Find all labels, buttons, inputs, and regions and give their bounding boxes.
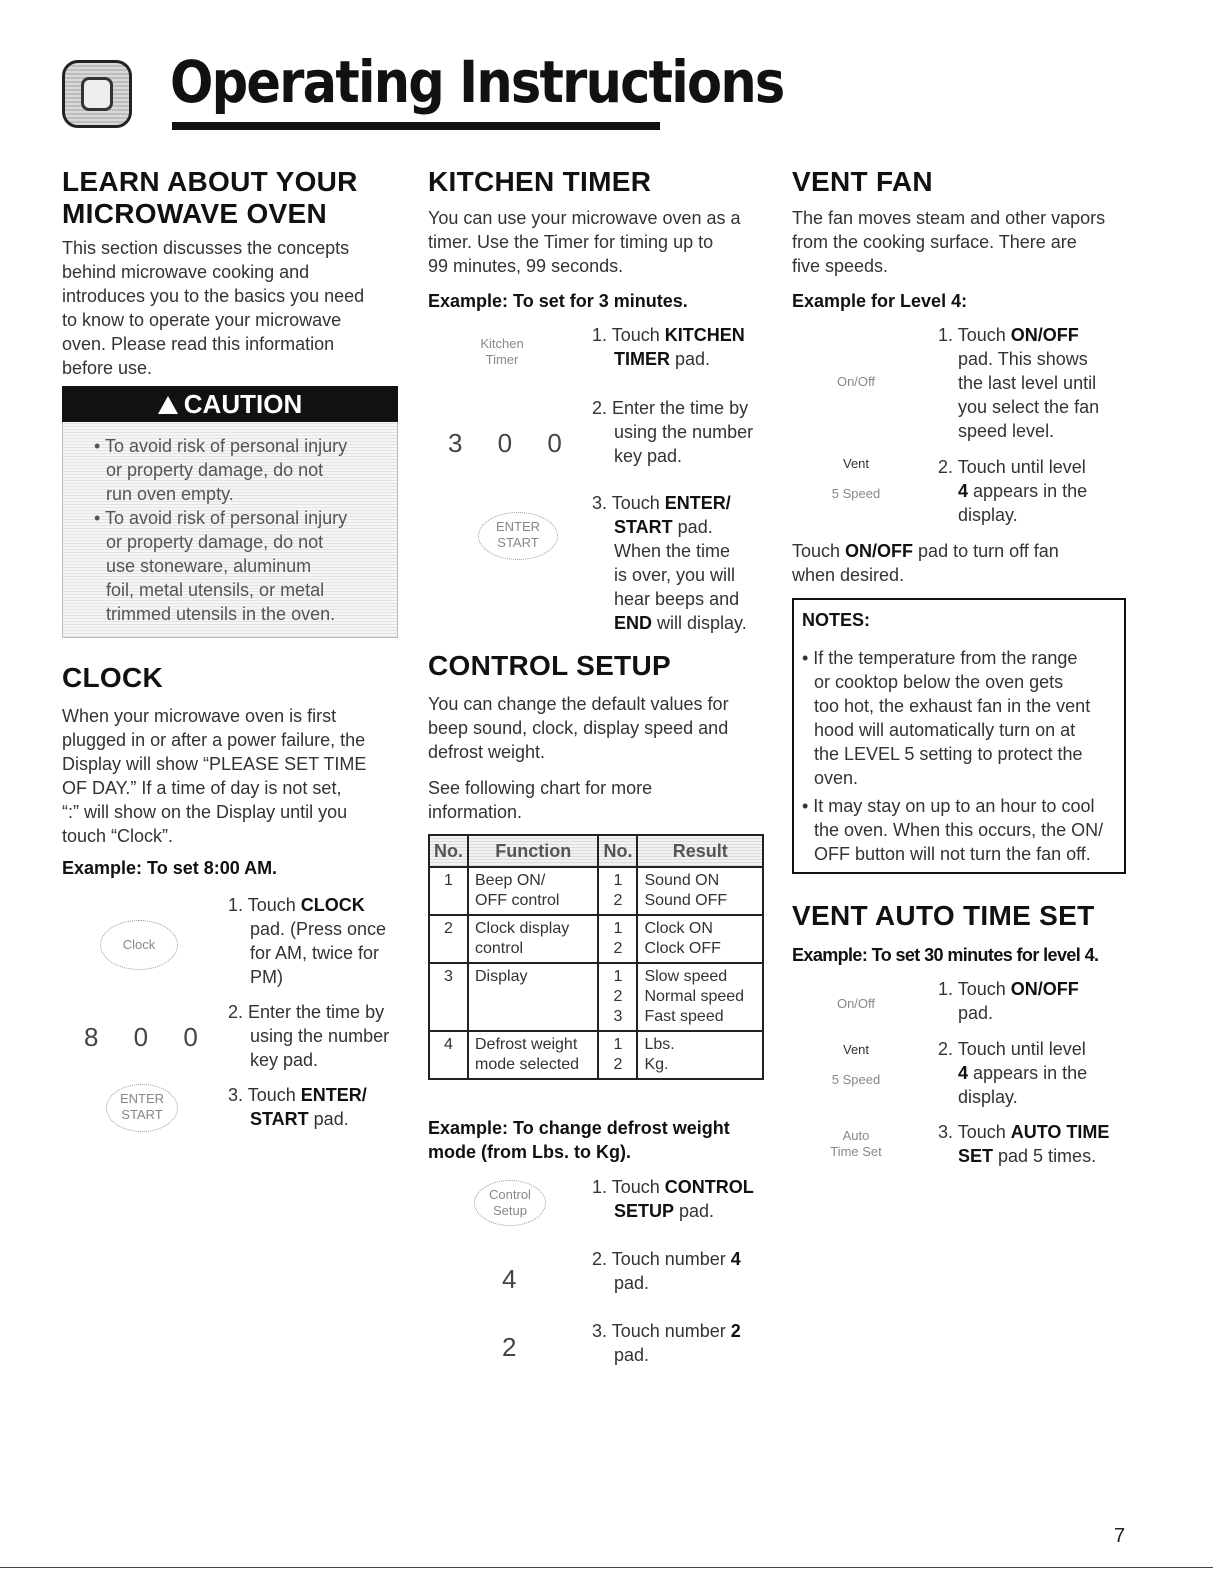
- on-off-pad-icon: On/Off: [836, 374, 876, 389]
- timer-digits: 3 0 0: [448, 428, 564, 458]
- control-heading: CONTROL SETUP: [428, 650, 671, 681]
- autoset-example: Example: To set 30 minutes for level 4.: [792, 945, 1099, 965]
- clock-pad-icon: Clock: [100, 920, 178, 970]
- enter-start-pad-icon: ENTER START: [106, 1084, 178, 1132]
- control-step-1: 1. Touch CONTROL SETUP pad.: [592, 1177, 754, 1221]
- control-digit-4: 4: [502, 1264, 519, 1294]
- title-rule: [172, 122, 660, 130]
- page-number: 7: [1114, 1525, 1126, 1547]
- timer-step-3: 3. Touch ENTER/ START pad. When the time is over, you will hear beeps and END will display.: [592, 493, 747, 633]
- kitchen-timer-pad-icon: Kitchen Timer: [480, 336, 524, 367]
- vent-example: Example for Level 4:: [792, 291, 968, 311]
- vent-off-text: Touch ON/OFF pad to turn off fan when desired.: [792, 541, 1059, 585]
- timer-enter-start-pad-icon: ENTER START: [478, 512, 558, 560]
- col-header: No.: [598, 835, 637, 867]
- caution-text: • To avoid risk of personal injury or property damage, do not run oven empty. • To avoid risk of personal injury or property damage, do not use stoneware, aluminum foil, metal utensils, or metal trimmed utensils in the oven.: [94, 436, 348, 624]
- timer-step-2: 2. Enter the time by using the number key pad.: [592, 398, 754, 466]
- clock-step-1: 1. Touch CLOCK pad. (Press once for AM, twice for PM): [228, 895, 387, 987]
- vent-text: The fan moves steam and other vapors from the cooking surface. There are five speeds.: [792, 208, 1106, 276]
- oven-icon: [62, 60, 132, 128]
- clock-digits: 8 0 0: [84, 1022, 200, 1052]
- col-header: Function: [468, 835, 598, 867]
- control-text: You can change the default values for beep sound, clock, display speed and defrost weight.: [428, 694, 729, 762]
- col-header: Result: [637, 835, 763, 867]
- table-row: 2 Clock display control 1 2 Clock ON Clock OFF: [429, 915, 763, 963]
- timer-step-1: 1. Touch KITCHEN TIMER pad.: [592, 325, 745, 369]
- clock-text: When your microwave oven is first plugged in or after a power failure, the Display will show “PLEASE SET TIME OF DAY.” If a time of day is not set, “:” will show on the Display until you touch “Clock”.: [62, 706, 367, 846]
- autoset-step-1: 1. Touch ON/OFF pad.: [938, 979, 1079, 1023]
- table-row: 1 Beep ON/ OFF control 1 2 Sound ON Sound OFF: [429, 867, 763, 915]
- timer-heading: KITCHEN TIMER: [428, 166, 652, 197]
- vent-step-2: 2. Touch until level 4 appears in the display.: [938, 457, 1088, 525]
- auto-time-set-pad-icon: Auto Time Set: [830, 1128, 882, 1159]
- clock-heading: CLOCK: [62, 662, 164, 693]
- table-row: 4 Defrost weight mode selected 1 2 Lbs. Kg.: [429, 1031, 763, 1079]
- caution-header: CAUTION: [62, 386, 398, 422]
- control-digit-2: 2: [502, 1332, 519, 1362]
- vent-speed-pad-icon: Vent 5 Speed: [831, 456, 881, 501]
- autoset-step-2: 2. Touch until level 4 appears in the display.: [938, 1039, 1088, 1107]
- warning-icon: [158, 396, 178, 414]
- control-step-2: 2. Touch number 4 pad.: [592, 1249, 741, 1293]
- control-text-2: See following chart for more information.: [428, 778, 653, 822]
- clock-step-2: 2. Enter the time by using the number key pad.: [228, 1002, 390, 1070]
- learn-text: This section discusses the concepts behind microwave cooking and introduces you to the basics you need to know to operate your microwave oven. Please read this information before use.: [62, 238, 365, 378]
- learn-heading: LEARN ABOUT YOUR MICROWAVE OVEN: [62, 166, 358, 229]
- table-row: 3 Display 1 2 3 Slow speed Normal speed Fast speed: [429, 963, 763, 1031]
- autoset-heading: VENT AUTO TIME SET: [792, 900, 1095, 931]
- control-example: Example: To change defrost weight mode (from Lbs. to Kg).: [428, 1118, 730, 1162]
- bottom-rule: [0, 1567, 1213, 1568]
- notes-text: • If the temperature from the range or cooktop below the oven gets too hot, the exhaust fan in the vent hood will automatically turn on at the LEVEL 5 setting to protect the oven. • It may stay on up to an hour to cool the oven. When this occurs, the ON/ OFF button will not turn the fan off.: [802, 648, 1104, 864]
- page-title: Operating Instructions: [170, 48, 784, 116]
- control-setup-pad-icon: Control Setup: [474, 1180, 546, 1226]
- autoset-on-off-pad-icon: On/Off: [836, 996, 876, 1011]
- autoset-vent-speed-pad-icon: Vent 5 Speed: [831, 1042, 881, 1087]
- vent-heading: VENT FAN: [792, 166, 933, 197]
- control-step-3: 3. Touch number 2 pad.: [592, 1321, 741, 1365]
- timer-example: Example: To set for 3 minutes.: [428, 291, 688, 311]
- table-header-row: [429, 835, 763, 867]
- vent-step-1: 1. Touch ON/OFF pad. This shows the last level until you select the fan speed level.: [938, 325, 1100, 441]
- timer-text: You can use your microwave oven as a timer. Use the Timer for timing up to 99 minutes, 99 seconds.: [428, 208, 741, 276]
- clock-step-3: 3. Touch ENTER/ START pad.: [228, 1085, 367, 1129]
- clock-example: Example: To set 8:00 AM.: [62, 858, 278, 878]
- control-table: [428, 834, 764, 1080]
- autoset-step-3: 3. Touch AUTO TIME SET pad 5 times.: [938, 1122, 1110, 1166]
- col-header: No.: [429, 835, 468, 867]
- notes-heading: NOTES:: [802, 610, 871, 630]
